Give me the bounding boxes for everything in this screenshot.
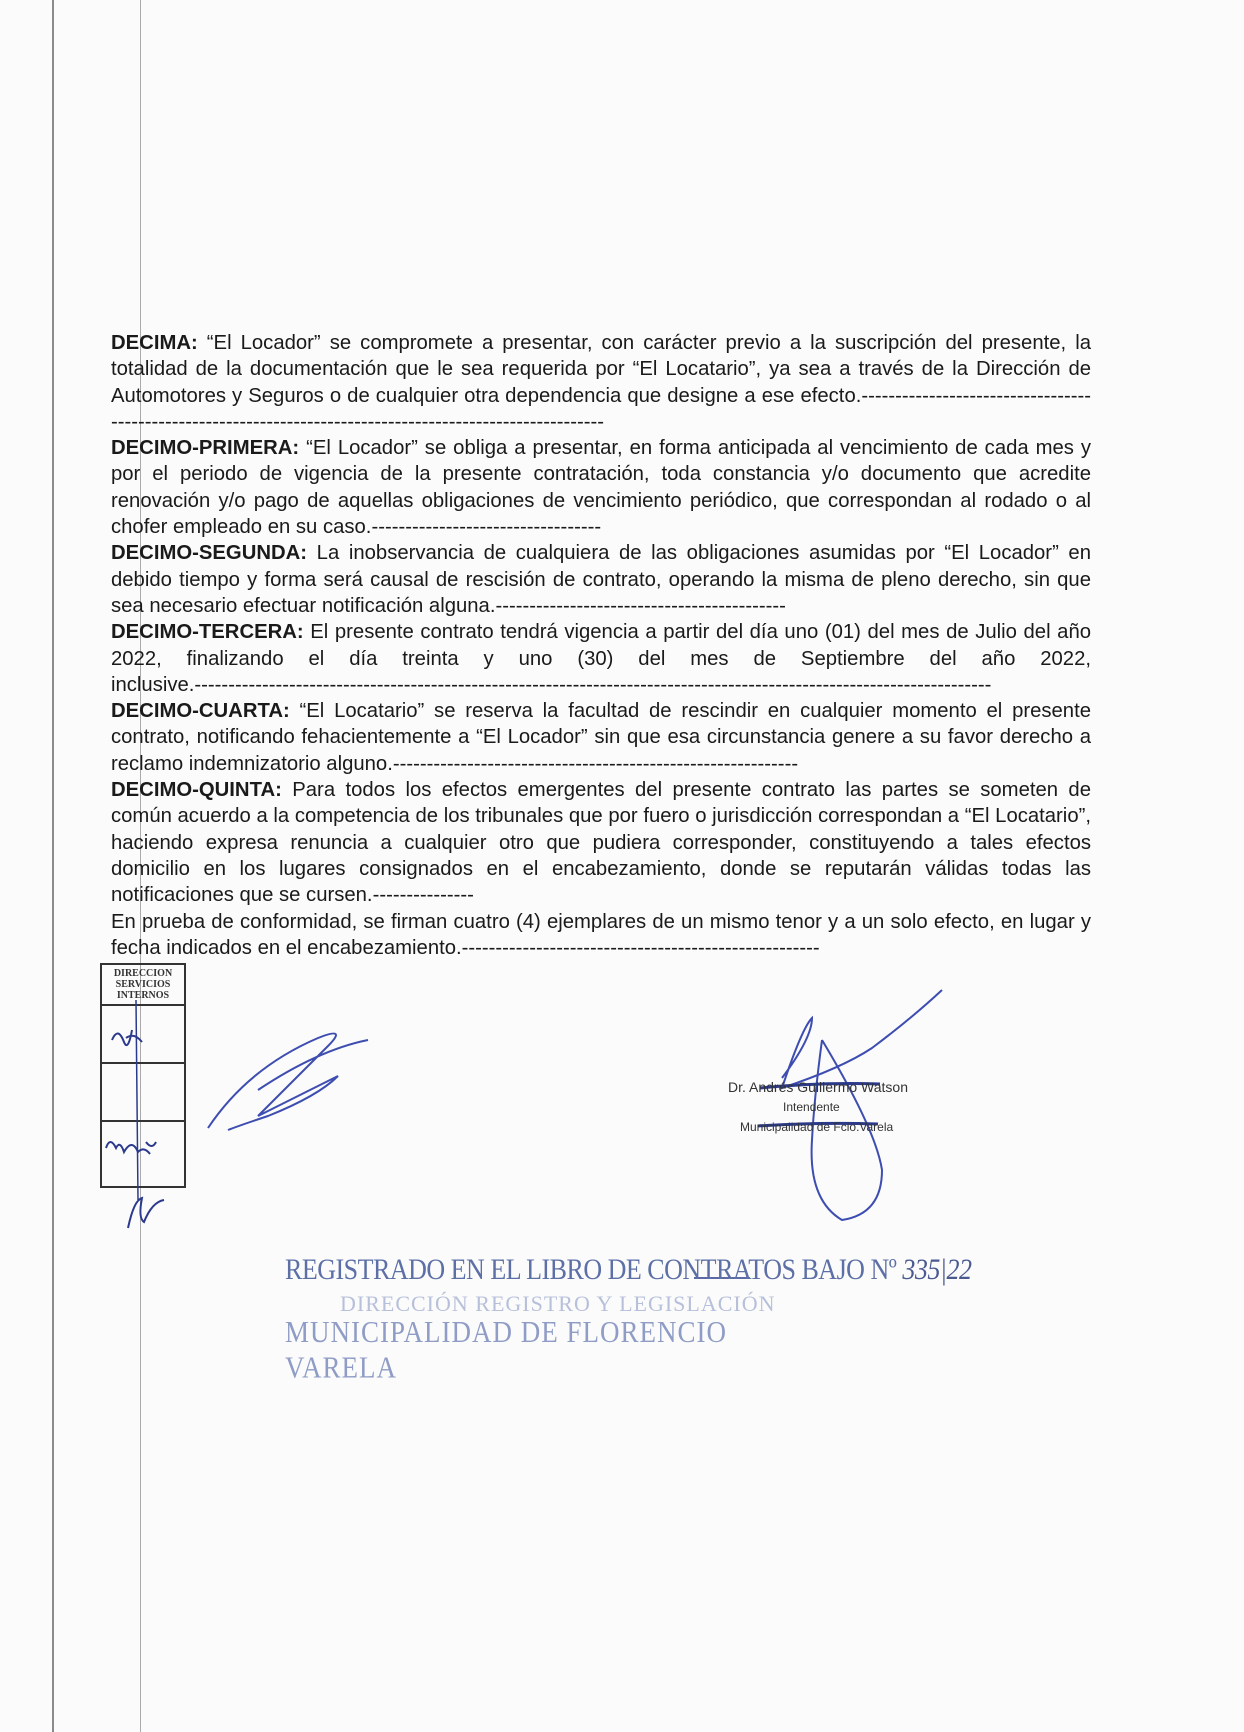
- signer-block: [728, 1077, 958, 1137]
- initials-mark: [136, 1000, 138, 1200]
- clause-text: La inobservancia de cualquiera de las obligaciones asumidas por “El Locador” en debido tiempo y forma será causal de rescisión de contrato, operando la misma de pleno derecho, sin que sea necesario efectuar notificación alguna.: [111, 542, 1091, 617]
- filler-dashes: ----------------------------------------------------------------------------------------------------------------------: [194, 673, 992, 696]
- clause-text: Para todos los efectos emergentes del presente contrato las partes se someten de común acuerdo a la competencia de los tribunales que por fuero o jurisdicción correspondan a “El Locatario”, haciendo expresa renuncia a cualquier otro que pudiera corresponder, constituyendo a tales efectos domicilio en los lugares consignados en el encabezamiento, donde se reputarán válidas todas las notificaciones que se cursen.: [111, 779, 1091, 907]
- initials-mark: [128, 1198, 164, 1228]
- filler-dashes: ----------------------------------: [371, 516, 602, 539]
- clause-heading: DECIMO-TERCERA:: [111, 621, 304, 644]
- clause-heading: DECIMA:: [111, 332, 198, 354]
- initials-mark: [106, 1142, 156, 1154]
- filler-dashes: ---------------: [372, 884, 474, 907]
- clause-text: En prueba de conformidad, se firman cuatro (4) ejemplares de un mismo tenor y a un solo efecto, en lugar y fecha indicados en el encabezamiento.: [111, 910, 1091, 959]
- filler-dashes: -------------------------------------------: [495, 594, 786, 617]
- initials-mark: [112, 1030, 142, 1045]
- registry-line-2: DIRECCIÓN REGISTRO Y LEGISLACIÓN: [340, 1291, 776, 1316]
- registry-label: REGISTRADO EN EL LIBRO DE CONTRATOS BAJO Nº: [285, 1252, 897, 1287]
- signer-title: Intendente: [783, 1100, 840, 1114]
- filler-dashes: ------------------------------------------------------------: [392, 752, 799, 775]
- registry-line-3: MUNICIPALIDAD DE FLORENCIO VARELA: [285, 1314, 728, 1385]
- signer-org: Municipalidad de Fcio.Varela: [740, 1120, 894, 1134]
- filler-dashes: -----------------------------------------------------: [461, 936, 820, 959]
- clause-heading: DECIMO-CUARTA:: [111, 700, 290, 723]
- signer-name: Dr. Andrés Guillermo Watson: [728, 1079, 908, 1095]
- filler-dashes: -----------------------------------------------------------------------------------------------------------: [111, 384, 1091, 433]
- signature-stroke: [208, 1034, 368, 1131]
- registry-number: 335|22: [902, 1252, 972, 1287]
- clause-text: El presente contrato tendrá vigencia a partir del día uno (01) del mes de Julio del año 2022, finalizando el día treinta y uno (30) del mes de Septiembre del año 2022, inclusive.: [111, 621, 1091, 696]
- clause-heading: DECIMO-QUINTA:: [111, 779, 282, 802]
- clause-text: “El Locador” se obliga a presentar, en forma anticipada al vencimiento de cada mes y por el periodo de vigencia de la presente contratación, toda constancia y/o documento que acredite renovación y/o pago de aquellas obligaciones de vencimiento periódico, que correspondan al rodado o al chofer empleado en su caso.: [111, 437, 1091, 539]
- clause-heading: DECIMO-PRIMERA:: [111, 437, 300, 460]
- stamp-header: DIRECCION SERVICIOS INTERNOS: [102, 965, 184, 1006]
- registry-line-1: [285, 1252, 972, 1288]
- clause-heading: DECIMO-SEGUNDA:: [111, 542, 308, 565]
- clause-text: “El Locador” se compromete a presentar, con carácter previo a la suscripción del presente, la totalidad de la documentación que le sea requerida por “El Locatario”, ya sea a través de la Dirección de Automotores y Seguros o de cualquier otra dependencia que designe a ese efecto.: [111, 332, 1091, 407]
- registry-stamp: [285, 1252, 972, 1385]
- clause-text: “El Locatario” se reserva la facultad de rescindir en cualquier momento el presente contrato, notificando fehacientemente a “El Locador” sin que esa circunstancia genere a su favor derecho a reclamo indemnizatorio alguno.: [111, 700, 1091, 775]
- signature-stroke: [782, 990, 942, 1088]
